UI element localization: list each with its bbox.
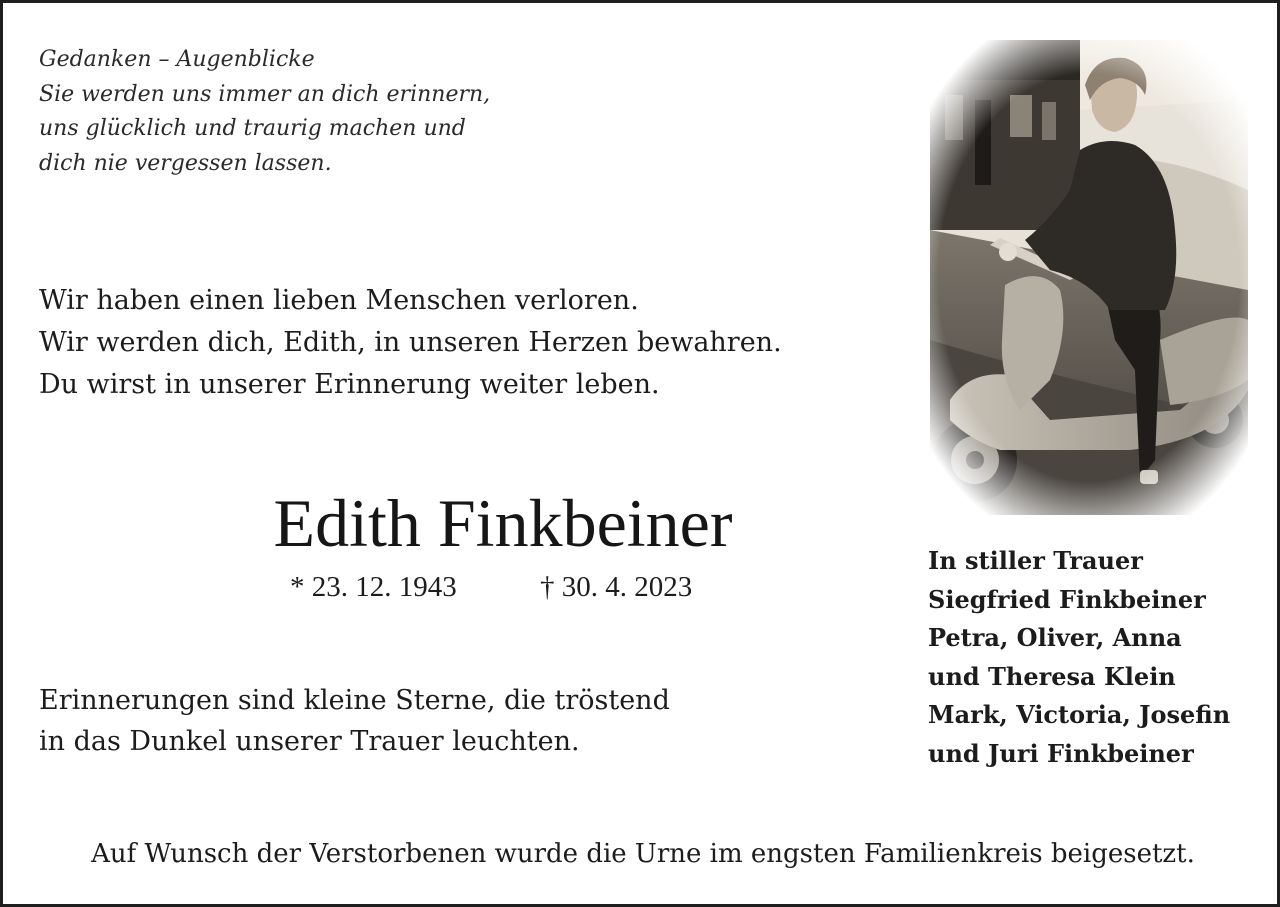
deceased-name: Edith Finkbeiner	[273, 485, 733, 561]
family-line: Mark, Victoria, Josefin	[928, 700, 1231, 729]
quote-line: Wir werden dich, Edith, in unseren Herzen bewahren.	[39, 327, 782, 358]
poem-line: Gedanken – Augenblicke	[39, 47, 315, 72]
poem-line: Sie werden uns immer an dich erinnern,	[39, 81, 491, 107]
burial-note: Auf Wunsch der Verstorbenen wurde die Urne im engsten Familienkreis beigesetzt.	[91, 839, 1195, 869]
quote-line: Wir haben einen lieben Menschen verloren.	[39, 285, 639, 316]
family-line: Petra, Oliver, Anna	[928, 623, 1182, 652]
family-line: In stiller Trauer	[928, 546, 1143, 575]
memorial-quote	[39, 280, 782, 406]
birth-date: * 23. 12. 1943	[290, 571, 457, 603]
closing-quote	[39, 680, 670, 762]
portrait-photo	[930, 40, 1248, 515]
quote-line: Du wirst in unserer Erinnerung weiter leben.	[39, 369, 660, 400]
closing-quote-line: in das Dunkel unserer Trauer leuchten.	[39, 726, 580, 757]
closing-quote-line: Erinnerungen sind kleine Sterne, die tröstend	[39, 685, 670, 716]
death-date: † 30. 4. 2023	[540, 571, 693, 603]
family-signature	[928, 542, 1230, 773]
family-line: und Theresa Klein	[928, 661, 1176, 691]
poem-line: uns glücklich und traurig machen und	[39, 116, 466, 141]
poem-line: dich nie vergessen lassen.	[39, 150, 332, 176]
family-line: Siegfried Finkbeiner	[928, 584, 1206, 614]
family-line: und Juri Finkbeiner	[928, 738, 1194, 768]
photo-illustration	[930, 40, 1248, 515]
poem	[39, 43, 490, 181]
